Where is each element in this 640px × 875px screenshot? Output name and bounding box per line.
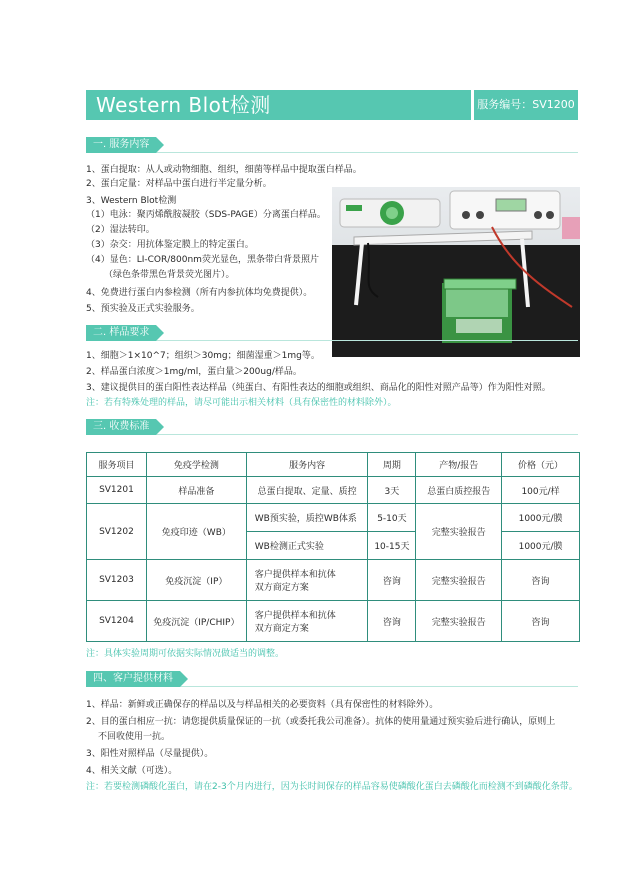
requirement-note: 注：若有特殊处理的样品，请尽可能出示相关材料（具有保密性的材料除外）。 <box>86 398 397 408</box>
table-cell: SV1202 <box>87 504 147 560</box>
table-cell: 1000元/膜 <box>502 532 580 560</box>
content-line-8: （绿色条带黑色背景荧光图片）。 <box>104 270 235 280</box>
table-cell: 咨询 <box>368 560 416 601</box>
table-cell: SV1201 <box>87 477 147 504</box>
column-header: 服务内容 <box>246 453 368 477</box>
table-cell <box>246 560 368 601</box>
section-tag: 四、客户提供材料 <box>86 671 180 687</box>
table-row <box>87 560 580 601</box>
table-cell: 3天 <box>368 477 416 504</box>
provide-line-5: 4、相关文献（可选）。 <box>86 766 178 776</box>
table-header-row <box>87 453 580 477</box>
provide-line-4: 3、阳性对照样品（尽量提供）。 <box>86 749 214 759</box>
content-line-9: 4、免费进行蛋白内参检测（所有内参抗体均免费提供）。 <box>86 288 313 298</box>
table-cell: 咨询 <box>502 601 580 642</box>
table-cell: 10-15天 <box>368 532 416 560</box>
table-cell: 1000元/膜 <box>502 504 580 532</box>
section-tag: 三. 收费标准 <box>86 419 156 435</box>
content-line-4: （1）电泳：聚丙烯酰胺凝胶（SDS-PAGE）分离蛋白样品。 <box>86 210 326 220</box>
content-line-3: 3、Western Blot检测 <box>86 196 177 206</box>
section-heading-requirements <box>86 325 578 341</box>
section-heading-content <box>86 137 578 153</box>
table-cell: WB预实验，质控WB体系 <box>246 504 368 532</box>
table-cell: 总蛋白质控报告 <box>416 477 502 504</box>
content-line-7: （4）显色：LI-COR/800nm荧光显色，黑条带白背景照片 <box>86 255 319 265</box>
column-header: 周期 <box>368 453 416 477</box>
requirement-line-1: 1、细胞＞1×10^7；组织＞30mg；细菌湿重＞1mg等。 <box>86 351 320 361</box>
cell-line: 双方商定方案 <box>254 624 309 634</box>
provide-line-2: 2、目的蛋白相应一抗：请您提供质量保证的一抗（或委托我公司准备）。抗体的使用量通过预实验后进行确认，原则上 <box>86 717 556 727</box>
table-cell <box>246 601 368 642</box>
cell-line: 客户提供样本和抗体 <box>254 570 336 580</box>
content-line-6: （3）杂交：用抗体鉴定膜上的特定蛋白。 <box>86 240 254 250</box>
section-heading-provide <box>86 671 578 687</box>
table-cell: SV1204 <box>87 601 147 642</box>
table-row <box>87 477 580 504</box>
table-cell: 咨询 <box>502 560 580 601</box>
table-cell: 完整实验报告 <box>416 601 502 642</box>
table-cell: 免疫沉淀（IP） <box>146 560 246 601</box>
cell-line: 客户提供样本和抗体 <box>254 611 336 621</box>
table-cell: 免疫印迹（WB） <box>146 504 246 560</box>
pricing-note: 注：具体实验周期可依据实际情况做适当的调整。 <box>86 649 285 659</box>
table-cell: WB检测正式实验 <box>246 532 368 560</box>
table-cell: 完整实验报告 <box>416 504 502 560</box>
section-tag: 一. 服务内容 <box>86 137 156 153</box>
table-cell: 完整实验报告 <box>416 560 502 601</box>
table-cell: SV1203 <box>87 560 147 601</box>
table-cell: 5-10天 <box>368 504 416 532</box>
table-cell: 咨询 <box>368 601 416 642</box>
provide-line-1: 1、样品：新鲜或正确保存的样品以及与样品相关的必要资料（具有保密性的材料除外）。 <box>86 700 439 710</box>
table-cell: 100元/样 <box>502 477 580 504</box>
requirement-line-2: 2、样品蛋白浓度＞1mg/ml，蛋白量＞200ug/样品。 <box>86 367 302 377</box>
table-row <box>87 504 580 532</box>
table-cell: 样品准备 <box>146 477 246 504</box>
content-line-2: 2、蛋白定量：对样品中蛋白进行半定量分析。 <box>86 179 272 189</box>
column-header: 价格（元） <box>502 453 580 477</box>
provide-line-3: 不回收使用一抗。 <box>98 732 171 742</box>
content-line-10: 5、预实验及正式实验服务。 <box>86 304 200 314</box>
column-header: 免疫学检测 <box>146 453 246 477</box>
table-row <box>87 601 580 642</box>
provide-note: 注：若要检测磷酸化蛋白，请在2-3个月内进行，因为长时间保存的样品容易使磷酸化蛋白去磷酸化而检测不到磷酸化条带。 <box>86 782 578 792</box>
table-cell: 总蛋白提取、定量、质控 <box>246 477 368 504</box>
content-line-1: 1、蛋白提取：从人或动物细胞、组织，细菌等样品中提取蛋白样品。 <box>86 165 362 175</box>
requirement-line-3: 3、建议提供目的蛋白阳性表达样品（纯蛋白、有阳性表达的细胞或组织、商品化的阳性对照产品等）作为阳性对照。 <box>86 383 551 393</box>
cell-line: 双方商定方案 <box>254 583 309 593</box>
service-code: 服务编号：SV1200 <box>474 90 578 120</box>
page-title: Western Blot检测 <box>86 90 471 120</box>
column-header: 产物/报告 <box>416 453 502 477</box>
pricing-table <box>86 452 580 642</box>
content-line-5: （2）湿法转印。 <box>86 225 155 235</box>
section-heading-pricing <box>86 419 578 435</box>
column-header: 服务项目 <box>87 453 147 477</box>
section-tag: 二. 样品要求 <box>86 325 156 341</box>
table-cell: 免疫沉淀（IP/CHIP） <box>146 601 246 642</box>
